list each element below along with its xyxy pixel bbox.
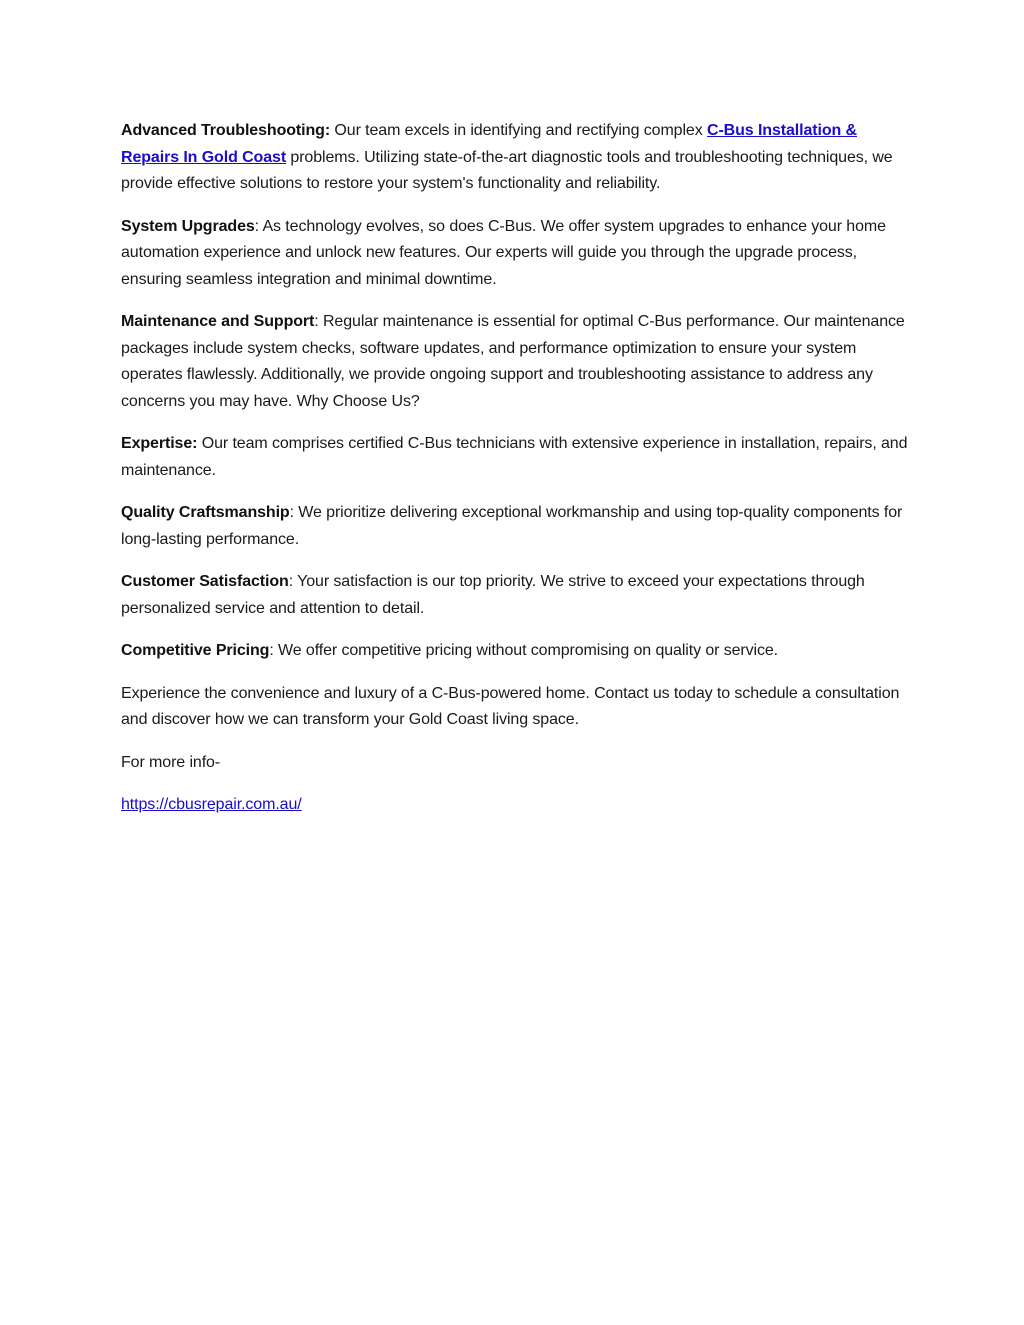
paragraph-system-upgrades [121, 214, 911, 294]
term-expertise: Expertise: [121, 435, 198, 452]
paragraph-expertise [121, 431, 911, 484]
term-quality-craftsmanship: Quality Craftsmanship [121, 504, 290, 521]
cbus-installation-link[interactable]: C-Bus Installation & Repairs In Gold Coast [121, 122, 857, 166]
paragraph-maintenance-support [121, 309, 911, 415]
paragraph-text: problems. Utilizing state-of-the-art diagnostic tools and troubleshooting techniques, we provide effective solutions to restore your system's functionality and reliability. [121, 148, 893, 192]
paragraph-text: : Your satisfaction is our top priority. We strive to exceed your expectations through personalized service and attention to detail. [121, 573, 865, 617]
paragraph-text: Our team comprises certified C-Bus technicians with extensive experience in installation, repairs, and maintenance. [121, 435, 908, 479]
paragraph-url [121, 792, 911, 819]
term-advanced-troubleshooting: Advanced Troubleshooting: [121, 122, 331, 139]
paragraph-text: Our team excels in identifying and rectifying complex [330, 122, 707, 139]
document-page [121, 118, 911, 835]
paragraph-closing: Experience the convenience and luxury of a C-Bus-powered home. Contact us today to schedule a consultation and discover how we can transform your Gold Coast living space. [121, 684, 900, 728]
term-customer-satisfaction: Customer Satisfaction [121, 573, 289, 590]
term-competitive-pricing: Competitive Pricing [121, 642, 270, 659]
paragraph-text: : As technology evolves, so does C-Bus. We offer system upgrades to enhance your home automation experience and unlock new features. Our experts will guide you through the upgrade process, ensuring seamless integration and minimal downtime. [121, 217, 886, 288]
paragraph-competitive-pricing [121, 638, 911, 665]
website-link[interactable]: https://cbusrepair.com.au/ [121, 796, 302, 813]
term-system-upgrades: System Upgrades [121, 217, 255, 235]
paragraph-customer-satisfaction [121, 569, 911, 622]
term-maintenance-support: Maintenance and Support [121, 313, 315, 330]
paragraph-text: : We offer competitive pricing without compromising on quality or service. [269, 642, 779, 659]
paragraph-advanced-troubleshooting [121, 118, 911, 198]
paragraph-text: : Regular maintenance is essential for optimal C-Bus performance. Our maintenance packages include system checks, software updates, and performance optimization to ensure your system operates flawlessly. Additionally, we provide ongoing support and troubleshooting assistance to address any concerns you may have. Why Choose Us? [121, 313, 905, 410]
paragraph-more-info: For more info- [121, 753, 221, 771]
paragraph-quality-craftsmanship [121, 500, 911, 553]
paragraph-text: : We prioritize delivering exceptional workmanship and using top-quality components for long-lasting performance. [121, 504, 903, 548]
